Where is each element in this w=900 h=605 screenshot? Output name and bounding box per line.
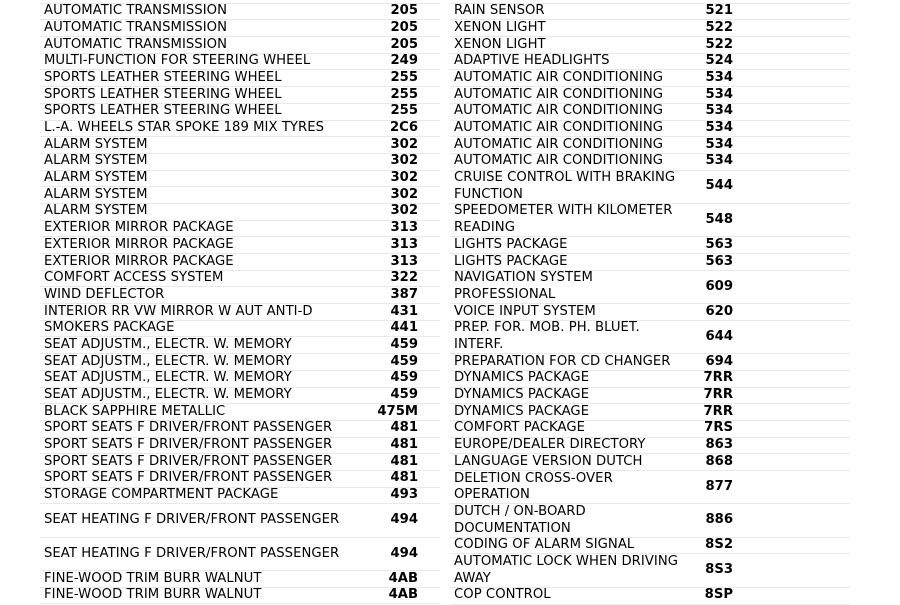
option-description: SPORT SEATS F DRIVER/FRONT PASSENGER [44, 420, 333, 436]
option-row [450, 54, 850, 71]
option-description: EUROPE/DEALER DIRECTORY [454, 437, 646, 453]
option-row [40, 471, 440, 488]
option-row [40, 20, 440, 37]
option-description: LIGHTS PACKAGE [454, 253, 568, 269]
option-code: 481 [390, 453, 418, 469]
option-code: 205 [390, 36, 418, 52]
option-row [450, 321, 850, 354]
option-code: 609 [705, 278, 733, 294]
options-column-left [40, 0, 440, 604]
option-code: 302 [390, 170, 418, 186]
option-description: XENON LIGHT [454, 36, 546, 52]
option-description: SMOKERS PACKAGE [44, 320, 175, 336]
option-row [450, 304, 850, 321]
option-row [40, 104, 440, 121]
option-code: 534 [705, 136, 733, 152]
option-row [40, 287, 440, 304]
option-code: 7RR [703, 387, 733, 403]
option-row [40, 371, 440, 388]
option-row [450, 70, 850, 87]
option-description: ALARM SYSTEM [44, 136, 148, 152]
option-code: 524 [705, 53, 733, 69]
option-description: DYNAMICS PACKAGE [454, 387, 590, 403]
option-code: 481 [390, 437, 418, 453]
option-row [450, 154, 850, 171]
option-code: 205 [390, 3, 418, 19]
option-code: 563 [705, 253, 733, 269]
option-row [40, 70, 440, 87]
option-code: 205 [390, 19, 418, 35]
option-description: SPORT SEATS F DRIVER/FRONT PASSENGER [44, 437, 333, 453]
option-row [450, 471, 850, 504]
option-row [450, 20, 850, 37]
option-row [40, 121, 440, 138]
option-code: 620 [705, 303, 733, 319]
option-row [40, 187, 440, 204]
option-row [40, 304, 440, 321]
option-description: AUTOMATIC AIR CONDITIONING [454, 69, 664, 85]
option-description: NAVIGATION SYSTEM PROFESSIONAL [454, 270, 593, 302]
option-description: CRUISE CONTROL WITH BRAKING FUNCTION [454, 170, 676, 202]
option-row [450, 137, 850, 154]
option-row [450, 404, 850, 421]
option-description: SEAT HEATING F DRIVER/FRONT PASSENGER [44, 512, 340, 528]
option-description: SEAT ADJUSTM., ELECTR. W. MEMORY [44, 336, 292, 352]
option-description: STORAGE COMPARTMENT PACKAGE [44, 487, 279, 503]
option-description: VOICE INPUT SYSTEM [454, 303, 596, 319]
option-code: 431 [390, 303, 418, 319]
option-row [40, 504, 440, 537]
option-row [450, 254, 850, 271]
option-code: 877 [705, 478, 733, 494]
option-description: BLACK SAPPHIRE METALLIC [44, 403, 226, 419]
option-description: ADAPTIVE HEADLIGHTS [454, 53, 610, 69]
option-code: 521 [705, 3, 733, 19]
option-description: SEAT ADJUSTM., ELECTR. W. MEMORY [44, 387, 292, 402]
option-description: DELETION CROSS-OVER OPERATION [454, 470, 613, 503]
option-code: 313 [390, 220, 418, 236]
option-description: ALARM SYSTEM [44, 186, 148, 202]
option-code: 534 [705, 120, 733, 135]
option-description: SPORT SEATS F DRIVER/FRONT PASSENGER [44, 470, 333, 486]
option-description: PREPARATION FOR CD CHANGER [454, 353, 671, 369]
option-code: 522 [705, 36, 733, 52]
option-row [40, 4, 440, 21]
option-row [450, 388, 850, 405]
option-description: LIGHTS PACKAGE [454, 236, 568, 252]
option-row [450, 588, 850, 605]
option-code: 7RR [703, 403, 733, 419]
option-row [40, 54, 440, 71]
option-code: 302 [390, 136, 418, 152]
option-code: 481 [390, 470, 418, 486]
option-row [450, 554, 850, 587]
option-description: SEAT ADJUSTM., ELECTR. W. MEMORY [44, 370, 292, 386]
option-row [40, 221, 440, 238]
option-description: COMFORT PACKAGE [454, 420, 585, 436]
option-description: AUTOMATIC AIR CONDITIONING [454, 136, 664, 152]
option-row [40, 171, 440, 188]
option-row [450, 271, 850, 304]
option-code: 493 [390, 487, 418, 503]
option-description: SPEEDOMETER WITH KILOMETER READING [454, 203, 673, 236]
option-row [450, 237, 850, 254]
option-code: 4AB [388, 570, 418, 586]
option-description: AUTOMATIC TRANSMISSION [44, 36, 228, 52]
option-description: EXTERIOR MIRROR PACKAGE [44, 236, 234, 252]
option-row [40, 337, 440, 354]
option-row [450, 421, 850, 438]
option-code: 8SP [704, 587, 733, 603]
option-code: 459 [390, 370, 418, 386]
option-row [450, 171, 850, 204]
option-row [40, 87, 440, 104]
option-row [40, 488, 440, 505]
option-code: 459 [390, 387, 418, 402]
option-description: AUTOMATIC TRANSMISSION [44, 19, 228, 35]
option-row [40, 37, 440, 54]
option-row [450, 121, 850, 138]
option-description: DUTCH / ON-BOARD DOCUMENTATION [454, 503, 586, 536]
option-code: 313 [390, 236, 418, 252]
option-description: SEAT HEATING F DRIVER/FRONT PASSENGER [44, 545, 340, 561]
option-description: LANGUAGE VERSION DUTCH [454, 453, 643, 469]
option-row [450, 104, 850, 121]
option-description: AUTOMATIC TRANSMISSION [44, 3, 228, 19]
option-description: EXTERIOR MIRROR PACKAGE [44, 220, 234, 236]
option-row [40, 571, 440, 588]
option-description: SEAT ADJUSTM., ELECTR. W. MEMORY [44, 353, 292, 369]
option-description: SPORTS LEATHER STEERING WHEEL [44, 86, 282, 102]
option-row [450, 504, 850, 537]
option-row [40, 538, 440, 571]
option-description: L.-A. WHEELS STAR SPOKE 189 MIX TYRES [44, 120, 325, 135]
option-row [450, 204, 850, 237]
option-code: 694 [705, 353, 733, 369]
option-description: AUTOMATIC AIR CONDITIONING [454, 120, 664, 135]
option-description: SPORT SEATS F DRIVER/FRONT PASSENGER [44, 453, 333, 469]
option-code: 868 [705, 453, 733, 469]
option-code: 534 [705, 153, 733, 169]
option-code: 4AB [388, 587, 418, 603]
option-code: 563 [705, 236, 733, 252]
option-description: AUTOMATIC AIR CONDITIONING [454, 153, 664, 169]
option-code: 322 [390, 270, 418, 286]
option-description: EXTERIOR MIRROR PACKAGE [44, 253, 234, 269]
option-code: 255 [390, 69, 418, 85]
option-description: AUTOMATIC AIR CONDITIONING [454, 103, 664, 119]
option-row [450, 37, 850, 54]
option-description: RAIN SENSOR [454, 3, 545, 19]
option-row [40, 254, 440, 271]
option-row [450, 454, 850, 471]
option-description: SPORTS LEATHER STEERING WHEEL [44, 69, 282, 85]
option-row [40, 154, 440, 171]
option-code: 494 [390, 512, 418, 528]
options-column-right [450, 0, 850, 605]
option-code: 494 [390, 545, 418, 561]
option-description: COMFORT ACCESS SYSTEM [44, 270, 224, 286]
option-description: FINE-WOOD TRIM BURR WALNUT [44, 570, 262, 586]
option-code: 302 [390, 203, 418, 219]
option-row [40, 321, 440, 338]
option-code: 7RS [704, 420, 733, 436]
option-row [40, 454, 440, 471]
option-description: DYNAMICS PACKAGE [454, 370, 590, 386]
option-row [450, 438, 850, 455]
option-code: 459 [390, 336, 418, 352]
option-code: 8S2 [705, 537, 733, 553]
option-description: ALARM SYSTEM [44, 153, 148, 169]
option-code: 2C6 [389, 120, 418, 135]
option-row [450, 87, 850, 104]
option-code: 7RR [703, 370, 733, 386]
option-row [40, 404, 440, 421]
option-code: 522 [705, 19, 733, 35]
option-row [40, 588, 440, 605]
option-description: MULTI-FUNCTION FOR STEERING WHEEL [44, 53, 311, 69]
option-description: DYNAMICS PACKAGE [454, 403, 590, 419]
option-row [450, 371, 850, 388]
option-description: COP CONTROL [454, 587, 551, 603]
option-description: ALARM SYSTEM [44, 203, 148, 219]
option-code: 255 [390, 86, 418, 102]
option-code: 249 [390, 53, 418, 69]
option-description: FINE-WOOD TRIM BURR WALNUT [44, 587, 262, 603]
option-description: INTERIOR RR VW MIRROR W AUT ANTI-D [44, 303, 313, 319]
option-code: 863 [705, 437, 733, 453]
option-code: 8S3 [705, 562, 733, 578]
option-code: 387 [390, 286, 418, 302]
option-row [40, 354, 440, 371]
option-row [450, 538, 850, 555]
option-description: XENON LIGHT [454, 19, 546, 35]
option-description: SPORTS LEATHER STEERING WHEEL [44, 103, 282, 119]
option-code: 475M [377, 403, 418, 419]
option-code: 534 [705, 103, 733, 119]
option-row [450, 354, 850, 371]
option-row [450, 4, 850, 21]
option-code: 441 [390, 320, 418, 336]
option-code: 644 [705, 328, 733, 344]
option-row [40, 388, 440, 405]
option-code: 302 [390, 186, 418, 202]
option-code: 534 [705, 69, 733, 85]
option-description: AUTOMATIC LOCK WHEN DRIVING AWAY [454, 553, 679, 586]
option-row [40, 237, 440, 254]
option-code: 255 [390, 103, 418, 119]
option-row [40, 137, 440, 154]
option-description: PREP. FOR. MOB. PH. BLUET. INTERF. [454, 320, 640, 352]
option-row [40, 438, 440, 455]
option-code: 548 [705, 211, 733, 227]
option-description: ALARM SYSTEM [44, 170, 148, 186]
option-code: 544 [705, 178, 733, 194]
option-code: 302 [390, 153, 418, 169]
option-description: AUTOMATIC AIR CONDITIONING [454, 86, 664, 102]
option-code: 886 [705, 512, 733, 528]
option-description: CODING OF ALARM SIGNAL [454, 537, 635, 553]
option-description: WIND DEFLECTOR [44, 286, 165, 302]
option-code: 459 [390, 353, 418, 369]
option-code: 534 [705, 86, 733, 102]
option-row [40, 421, 440, 438]
option-row [40, 204, 440, 221]
option-row [40, 271, 440, 288]
option-code: 481 [390, 420, 418, 436]
option-code: 313 [390, 253, 418, 269]
